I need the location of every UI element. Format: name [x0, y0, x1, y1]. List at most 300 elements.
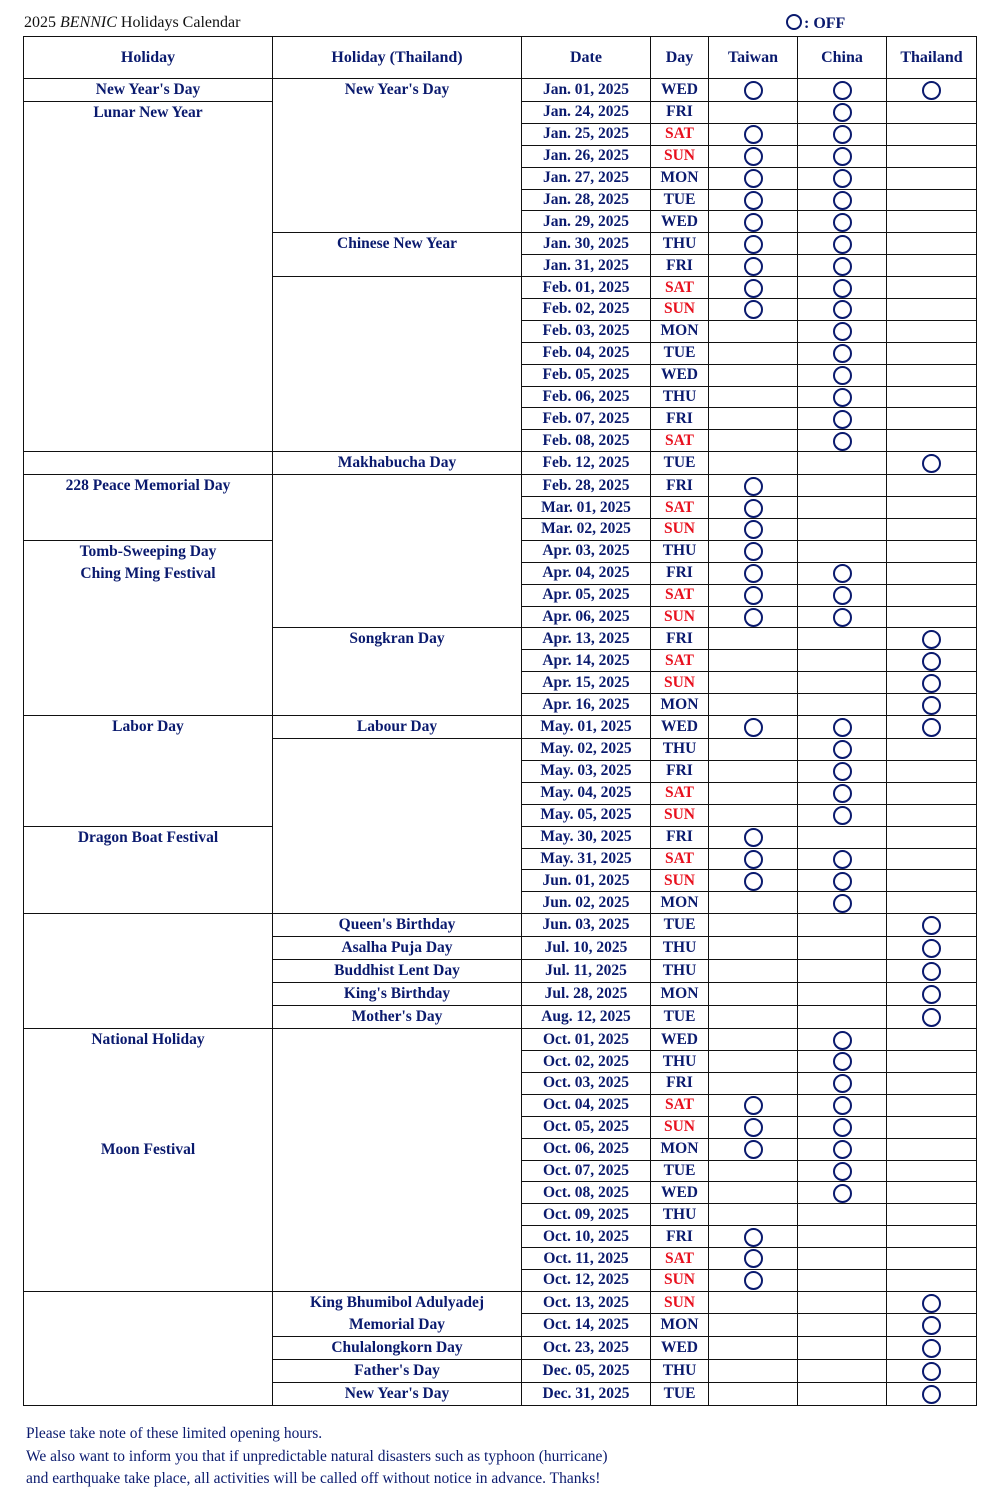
date-cell: Aug. 12, 2025	[522, 1006, 651, 1029]
china-off-cell	[798, 1072, 887, 1094]
thailand-off-cell	[887, 672, 977, 694]
thailand-off-cell	[887, 1029, 977, 1051]
date-cell: Oct. 14, 2025	[522, 1314, 651, 1337]
china-off-cell	[798, 364, 887, 386]
taiwan-off-cell	[709, 716, 798, 739]
thai-holiday-cell	[273, 79, 522, 233]
thailand-off-cell	[887, 364, 977, 386]
china-off-cell	[798, 826, 887, 848]
off-circle-icon	[833, 432, 852, 451]
off-circle-icon	[922, 939, 941, 958]
date-cell: Apr. 14, 2025	[522, 650, 651, 672]
day-cell: THU	[651, 386, 709, 408]
china-off-cell	[798, 1006, 887, 1029]
china-off-cell	[798, 189, 887, 211]
day-cell: SUN	[651, 672, 709, 694]
holiday-cell-label: Lunar New Year	[93, 104, 203, 121]
off-circle-icon	[833, 894, 852, 913]
thai-holiday-cell	[273, 452, 522, 475]
date-cell: Feb. 02, 2025	[522, 299, 651, 321]
day-cell: SAT	[651, 123, 709, 145]
china-off-cell	[798, 233, 887, 255]
date-cell: Oct. 13, 2025	[522, 1291, 651, 1314]
china-off-cell	[798, 540, 887, 562]
thai-holiday-cell	[273, 914, 522, 937]
china-off-cell	[798, 1116, 887, 1138]
off-circle-icon	[922, 1316, 941, 1335]
col-header-taiwan: Taiwan	[709, 37, 798, 79]
off-circle-icon	[833, 279, 852, 298]
taiwan-off-cell	[709, 320, 798, 342]
china-off-cell	[798, 562, 887, 584]
title-brand: BENNIC	[60, 14, 117, 31]
thailand-off-cell	[887, 606, 977, 628]
china-off-cell	[798, 452, 887, 475]
thailand-off-cell	[887, 430, 977, 452]
off-circle-icon	[922, 454, 941, 473]
china-off-cell	[798, 408, 887, 430]
table-row	[24, 475, 977, 497]
off-circle-icon	[922, 985, 941, 1004]
taiwan-off-cell	[709, 497, 798, 519]
col-header-holiday: Holiday	[24, 37, 273, 79]
off-circle-icon	[744, 872, 763, 891]
date-cell: Feb. 28, 2025	[522, 475, 651, 497]
china-off-cell	[798, 1382, 887, 1405]
taiwan-off-cell	[709, 1291, 798, 1314]
date-cell: Feb. 04, 2025	[522, 342, 651, 364]
taiwan-off-cell	[709, 870, 798, 892]
taiwan-off-cell	[709, 694, 798, 716]
china-off-cell	[798, 1160, 887, 1182]
thailand-off-cell	[887, 342, 977, 364]
table-row	[24, 1291, 977, 1314]
off-circle-icon	[744, 257, 763, 276]
taiwan-off-cell	[709, 1182, 798, 1204]
date-cell: May. 31, 2025	[522, 848, 651, 870]
china-off-cell	[798, 584, 887, 606]
day-cell: THU	[651, 937, 709, 960]
taiwan-off-cell	[709, 826, 798, 848]
day-cell: SAT	[651, 430, 709, 452]
holiday-cell	[24, 826, 273, 914]
off-circle-icon	[744, 147, 763, 166]
day-cell: SAT	[651, 1248, 709, 1270]
off-circle-icon	[833, 147, 852, 166]
thailand-off-cell	[887, 1160, 977, 1182]
taiwan-off-cell	[709, 475, 798, 497]
day-cell: WED	[651, 1182, 709, 1204]
page-title	[24, 14, 240, 32]
thai-holiday-cell-label: Chinese New Year	[337, 235, 457, 253]
title-text: Holidays Calendar	[120, 14, 241, 31]
holiday-cell-label: New Year's Day	[95, 81, 201, 98]
china-off-cell	[798, 892, 887, 914]
off-circle-icon	[833, 1052, 852, 1071]
thailand-off-cell	[887, 1138, 977, 1160]
off-circle-icon	[922, 630, 941, 649]
off-circle-icon	[833, 235, 852, 254]
off-circle-icon	[744, 850, 763, 869]
date-cell: Dec. 31, 2025	[522, 1382, 651, 1405]
date-cell: Apr. 03, 2025	[522, 540, 651, 562]
off-circle-icon	[833, 850, 852, 869]
thailand-off-cell	[887, 255, 977, 277]
day-cell: FRI	[651, 1072, 709, 1094]
taiwan-off-cell	[709, 102, 798, 124]
day-cell: WED	[651, 364, 709, 386]
col-header-day: Day	[651, 37, 709, 79]
holiday-cell	[24, 540, 273, 715]
taiwan-off-cell	[709, 123, 798, 145]
off-circle-icon	[922, 1362, 941, 1381]
thai-holiday-cell-label: New Year's Day	[344, 1384, 450, 1402]
day-cell: SUN	[651, 519, 709, 541]
off-circle-icon	[833, 872, 852, 891]
date-cell: Jan. 31, 2025	[522, 255, 651, 277]
china-off-cell	[798, 739, 887, 761]
china-off-cell	[798, 475, 887, 497]
day-cell: SUN	[651, 1116, 709, 1138]
off-circle-icon	[922, 652, 941, 671]
thai-holiday-cell-label: Makhabucha Day	[337, 454, 457, 472]
date-cell: May. 30, 2025	[522, 826, 651, 848]
holiday-cell-label	[24, 1095, 272, 1117]
thailand-off-cell	[887, 960, 977, 983]
thailand-off-cell	[887, 475, 977, 497]
china-off-cell	[798, 628, 887, 650]
thai-holiday-cell-label: Asalha Puja Day	[341, 939, 453, 957]
off-circle-icon	[833, 169, 852, 188]
off-circle-icon	[744, 477, 763, 496]
table-row	[24, 79, 977, 102]
date-cell: Feb. 07, 2025	[522, 408, 651, 430]
off-circle-icon	[744, 191, 763, 210]
taiwan-off-cell	[709, 364, 798, 386]
day-cell: FRI	[651, 408, 709, 430]
thailand-off-cell	[887, 760, 977, 782]
taiwan-off-cell	[709, 145, 798, 167]
thailand-off-cell	[887, 386, 977, 408]
day-cell: WED	[651, 79, 709, 102]
taiwan-off-cell	[709, 584, 798, 606]
taiwan-off-cell	[709, 760, 798, 782]
day-cell: MON	[651, 694, 709, 716]
taiwan-off-cell	[709, 672, 798, 694]
taiwan-off-cell	[709, 277, 798, 299]
thailand-off-cell	[887, 1116, 977, 1138]
holiday-cell-label	[24, 1051, 272, 1073]
china-off-cell	[798, 386, 887, 408]
thailand-off-cell	[887, 189, 977, 211]
note-line: and earthquake take place, all activities will be called off without notice in advance. Thanks!	[26, 1470, 601, 1487]
thai-holiday-cell	[273, 277, 522, 452]
day-cell: TUE	[651, 914, 709, 937]
china-off-cell	[798, 804, 887, 826]
day-cell: TUE	[651, 189, 709, 211]
thailand-off-cell	[887, 937, 977, 960]
date-cell: Oct. 06, 2025	[522, 1138, 651, 1160]
china-off-cell	[798, 760, 887, 782]
thai-holiday-cell-label: New Year's Day	[344, 81, 450, 98]
china-off-cell	[798, 497, 887, 519]
taiwan-off-cell	[709, 189, 798, 211]
off-circle-icon	[744, 169, 763, 188]
china-off-cell	[798, 1269, 887, 1291]
date-cell: Apr. 15, 2025	[522, 672, 651, 694]
thailand-off-cell	[887, 983, 977, 1006]
off-circle-icon	[922, 1294, 941, 1313]
taiwan-off-cell	[709, 255, 798, 277]
china-off-cell	[798, 606, 887, 628]
thailand-off-cell	[887, 1072, 977, 1094]
day-cell: FRI	[651, 760, 709, 782]
thai-holiday-cell-label: Father's Day	[354, 1361, 440, 1379]
thailand-off-cell	[887, 1248, 977, 1270]
off-circle-icon	[744, 586, 763, 605]
off-circle-icon	[744, 520, 763, 539]
china-off-cell	[798, 342, 887, 364]
title-year: 2025	[24, 14, 56, 31]
china-off-cell	[798, 1204, 887, 1226]
china-off-cell	[798, 960, 887, 983]
thai-holiday-cell	[273, 960, 522, 983]
date-cell: Feb. 05, 2025	[522, 364, 651, 386]
date-cell: Apr. 04, 2025	[522, 562, 651, 584]
day-cell: TUE	[651, 1160, 709, 1182]
thailand-off-cell	[887, 782, 977, 804]
thailand-off-cell	[887, 716, 977, 739]
china-off-cell	[798, 983, 887, 1006]
taiwan-off-cell	[709, 1116, 798, 1138]
china-off-cell	[798, 277, 887, 299]
holiday-calendar-table	[23, 36, 977, 1406]
date-cell: Jan. 26, 2025	[522, 145, 651, 167]
china-off-cell	[798, 145, 887, 167]
holiday-cell-label: Moon Festival	[100, 1141, 196, 1159]
day-cell: MON	[651, 167, 709, 189]
date-cell: Apr. 05, 2025	[522, 584, 651, 606]
holiday-cell-label	[24, 1117, 272, 1139]
china-off-cell	[798, 1248, 887, 1270]
date-cell: Jan. 25, 2025	[522, 123, 651, 145]
thailand-off-cell	[887, 739, 977, 761]
off-circle-icon	[833, 300, 852, 319]
off-circle-icon	[833, 191, 852, 210]
day-cell: SAT	[651, 650, 709, 672]
col-header-date: Date	[522, 37, 651, 79]
holiday-cell	[24, 475, 273, 541]
taiwan-off-cell	[709, 1359, 798, 1382]
off-circle-icon	[744, 718, 763, 737]
china-off-cell	[798, 123, 887, 145]
thai-holiday-cell-label: Mother's Day	[351, 1008, 443, 1026]
china-off-cell	[798, 320, 887, 342]
date-cell: Feb. 03, 2025	[522, 320, 651, 342]
china-off-cell	[798, 1051, 887, 1073]
thailand-off-cell	[887, 167, 977, 189]
china-off-cell	[798, 299, 887, 321]
date-cell: Apr. 06, 2025	[522, 606, 651, 628]
off-circle-icon	[833, 608, 852, 627]
thailand-off-cell	[887, 1204, 977, 1226]
date-cell: Dec. 05, 2025	[522, 1359, 651, 1382]
date-cell: Oct. 07, 2025	[522, 1160, 651, 1182]
thailand-off-cell	[887, 804, 977, 826]
china-off-cell	[798, 694, 887, 716]
date-cell: Jun. 01, 2025	[522, 870, 651, 892]
note-line: Please take note of these limited opening hours.	[26, 1425, 323, 1442]
thailand-off-cell	[887, 540, 977, 562]
thai-holiday-cell-label: Memorial Day	[349, 1315, 445, 1333]
date-cell: Feb. 06, 2025	[522, 386, 651, 408]
off-circle-icon	[833, 740, 852, 759]
off-circle-icon	[833, 213, 852, 232]
thailand-off-cell	[887, 1006, 977, 1029]
thai-holiday-cell-label: Labour Day	[356, 718, 438, 736]
thailand-off-cell	[887, 1094, 977, 1116]
taiwan-off-cell	[709, 937, 798, 960]
off-circle-icon	[744, 279, 763, 298]
date-cell: May. 02, 2025	[522, 739, 651, 761]
taiwan-off-cell	[709, 79, 798, 102]
date-cell: Jan. 24, 2025	[522, 102, 651, 124]
table-body	[24, 79, 977, 1406]
thai-holiday-cell	[273, 1291, 522, 1336]
thailand-off-cell	[887, 1314, 977, 1337]
thailand-off-cell	[887, 914, 977, 937]
off-circle-icon	[744, 125, 763, 144]
day-cell: FRI	[651, 628, 709, 650]
thai-holiday-cell	[273, 739, 522, 914]
thai-holiday-cell-label: Songkran Day	[349, 630, 445, 648]
holiday-cell-label: Dragon Boat Festival	[77, 828, 219, 846]
thai-holiday-cell	[273, 1029, 522, 1292]
date-cell: May. 05, 2025	[522, 804, 651, 826]
thailand-off-cell	[887, 848, 977, 870]
china-off-cell	[798, 519, 887, 541]
thai-holiday-cell	[273, 1359, 522, 1382]
date-cell: Jan. 27, 2025	[522, 167, 651, 189]
day-cell: SAT	[651, 584, 709, 606]
day-cell: SAT	[651, 848, 709, 870]
day-cell: THU	[651, 1359, 709, 1382]
date-cell: Apr. 13, 2025	[522, 628, 651, 650]
off-circle-icon	[744, 1228, 763, 1247]
date-cell: Oct. 09, 2025	[522, 1204, 651, 1226]
day-cell: MON	[651, 892, 709, 914]
day-cell: FRI	[651, 1226, 709, 1248]
china-off-cell	[798, 211, 887, 233]
thai-holiday-cell	[273, 716, 522, 739]
off-circle-icon	[922, 718, 941, 737]
off-circle-icon	[833, 103, 852, 122]
taiwan-off-cell	[709, 299, 798, 321]
date-cell: Oct. 23, 2025	[522, 1336, 651, 1359]
taiwan-off-cell	[709, 1382, 798, 1405]
notes	[26, 1423, 608, 1491]
off-circle-icon	[833, 125, 852, 144]
taiwan-off-cell	[709, 983, 798, 1006]
date-cell: Oct. 02, 2025	[522, 1051, 651, 1073]
thai-holiday-cell	[273, 1006, 522, 1029]
day-cell: MON	[651, 1314, 709, 1337]
day-cell: SAT	[651, 782, 709, 804]
table-row	[24, 1029, 977, 1051]
china-off-cell	[798, 716, 887, 739]
taiwan-off-cell	[709, 914, 798, 937]
china-off-cell	[798, 1094, 887, 1116]
date-cell: Oct. 10, 2025	[522, 1226, 651, 1248]
taiwan-off-cell	[709, 1248, 798, 1270]
off-circle-icon	[833, 806, 852, 825]
day-cell: FRI	[651, 562, 709, 584]
taiwan-off-cell	[709, 233, 798, 255]
day-cell: MON	[651, 1138, 709, 1160]
china-off-cell	[798, 1359, 887, 1382]
off-circle-icon	[833, 784, 852, 803]
day-cell: MON	[651, 320, 709, 342]
off-circle-icon	[744, 499, 763, 518]
taiwan-off-cell	[709, 519, 798, 541]
thailand-off-cell	[887, 1182, 977, 1204]
day-cell: SUN	[651, 1269, 709, 1291]
date-cell: Oct. 04, 2025	[522, 1094, 651, 1116]
thailand-off-cell	[887, 79, 977, 102]
off-circle-icon	[833, 1031, 852, 1050]
date-cell: May. 04, 2025	[522, 782, 651, 804]
off-circle-icon	[833, 1096, 852, 1115]
day-cell: THU	[651, 233, 709, 255]
thai-holiday-cell	[273, 233, 522, 277]
off-circle-icon	[833, 718, 852, 737]
thailand-off-cell	[887, 694, 977, 716]
thai-holiday-cell	[273, 1336, 522, 1359]
day-cell: TUE	[651, 1006, 709, 1029]
taiwan-off-cell	[709, 1051, 798, 1073]
calendar-header	[24, 12, 976, 34]
taiwan-off-cell	[709, 1314, 798, 1337]
taiwan-off-cell	[709, 1204, 798, 1226]
off-circle-icon	[922, 674, 941, 693]
taiwan-off-cell	[709, 628, 798, 650]
off-circle-icon	[833, 1074, 852, 1093]
day-cell: SUN	[651, 145, 709, 167]
thailand-off-cell	[887, 299, 977, 321]
date-cell: Jan. 28, 2025	[522, 189, 651, 211]
thailand-off-cell	[887, 320, 977, 342]
off-circle-icon	[744, 235, 763, 254]
day-cell: TUE	[651, 342, 709, 364]
taiwan-off-cell	[709, 960, 798, 983]
off-circle-icon	[744, 1249, 763, 1268]
thailand-off-cell	[887, 452, 977, 475]
off-circle-icon	[922, 1385, 941, 1404]
holiday-cell-label: National Holiday	[91, 1031, 205, 1049]
day-cell: SUN	[651, 299, 709, 321]
legend-label: : OFF	[804, 15, 846, 32]
thai-holiday-cell	[273, 937, 522, 960]
taiwan-off-cell	[709, 848, 798, 870]
off-circle-icon	[833, 322, 852, 341]
day-cell: THU	[651, 1051, 709, 1073]
thailand-off-cell	[887, 628, 977, 650]
day-cell: FRI	[651, 475, 709, 497]
day-cell: THU	[651, 960, 709, 983]
thailand-off-cell	[887, 145, 977, 167]
taiwan-off-cell	[709, 386, 798, 408]
note-line: We also want to inform you that if unpredictable natural disasters such as typhoon (hurricane)	[26, 1447, 608, 1465]
